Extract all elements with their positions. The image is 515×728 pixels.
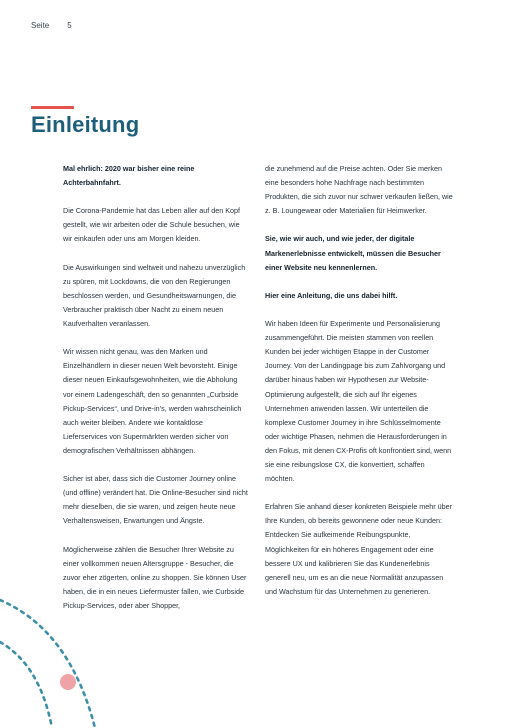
paragraph: Wir haben Ideen für Experimente und Personalisierung zusammengeführt. Die meisten stammen von reellen Kunden bei jeder wichtigen Etappe in der Customer Journey. Von der Landingpage bis zum Zahlvorgang und darüber hinaus haben wir Hypothesen zur Website-Optimierung aufgestellt, die sich auf Ihr eigenes Unternehmen anwenden lassen. Wir unterteilen die komplexe Customer Journey in ihre Schlüsselmomente oder wichtige Phasen, nehmen die Herausforderungen in den Fokus, mit denen CX-Profis oft konfrontiert sind, wenn sie eine reibungslose CX, die konvertiert, schaffen möchten.: [265, 319, 452, 484]
paragraph: Möglicherweise zählen die Besucher Ihrer Website zu einer vollkommen neuen Altersgruppe - Besucher, die zuvor eher zögerten, online zu shoppen. Sie können User haben, die in ein neues Liefermuster fallen, wie Curbside Pickup-Services, oder aber Shopper,: [63, 544, 247, 610]
page-number: 5: [67, 21, 72, 30]
paragraph: Die Auswirkungen sind weltweit und nahezu unverzüglich zu spüren, mit Lockdowns, die von den Regierungen beschlossen werden, und Gesundheitswarnungen, die Verbraucher praktisch über Nacht zu einem neuen Kaufverhalten veranlassen.: [63, 262, 246, 329]
right-column: [265, 162, 455, 613]
paragraph: die zunehmend auf die Preise achten. Oder Sie merken eine besonders hohe Nachfrage nach bestimmten Produkten, die sich zuvor nur schwer verkaufen ließen, wie z. B. Loungewear oder Materialien für Heimwerker.: [265, 164, 453, 216]
paragraph: Die Corona-Pandemie hat das Leben aller auf den Kopf gestellt, wie wir arbeiten oder die Schule besuchen, wie wir einkaufen oder uns am Morgen kleiden.: [63, 206, 241, 244]
accent-dot: [60, 674, 76, 690]
paragraph: Hier eine Anleitung, die uns dabei hilft.: [265, 290, 398, 300]
paragraph: Mal ehrlich: 2020 war bisher eine reine Achterbahnfahrt.: [63, 164, 195, 188]
paragraph: Sie, wie wir auch, und wie jeder, der digitale Markenerlebnisse entwickelt, müssen die Besucher einer Website neu kennenlernen.: [265, 234, 441, 272]
paragraph: Sicher ist aber, dass sich die Customer Journey online (und offline) verändert hat. Die Online-Besucher sind nicht mehr dieselben, die sie waren, und zeigen heute neue Verhaltensweisen, Erwartungen und Ängste.: [63, 474, 248, 526]
page-label: Seite: [31, 21, 50, 30]
paragraph: Wir wissen nicht genau, was den Marken und Einzelhändlern in dieser neuen Welt bevorsteht. Einige dieser neuen Einkaufsgewohnheiten, wie die Abholung vor einem Ladengeschäft, den so genannten „Curbside Pickup-Services“, und Drive-in’s, werden wahrscheinlich auch weiter bleiben. Andere wie kontaktlose Lieferservices von Supermärkten werden sicher von demografischen Verhältnissen abhängen.: [63, 347, 242, 455]
paragraph: Erfahren Sie anhand dieser konkreten Beispiele mehr über Ihre Kunden, ob bereits gewonnene oder neue Kunden: Entdecken Sie aufkeimende Reibungspunkte, Möglichkeiten für ein höheres Engagement oder eine bessere UX und kalibrieren Sie das Kundenerlebnis generell neu, um es an die neue Normalität anzupassen und Wachstum für das Unternehmen zu generieren.: [265, 502, 452, 596]
page-title: Einleitung: [31, 112, 140, 137]
dotted-arc-inner: [0, 642, 52, 728]
decorative-dotted-arcs: [0, 0, 130, 728]
